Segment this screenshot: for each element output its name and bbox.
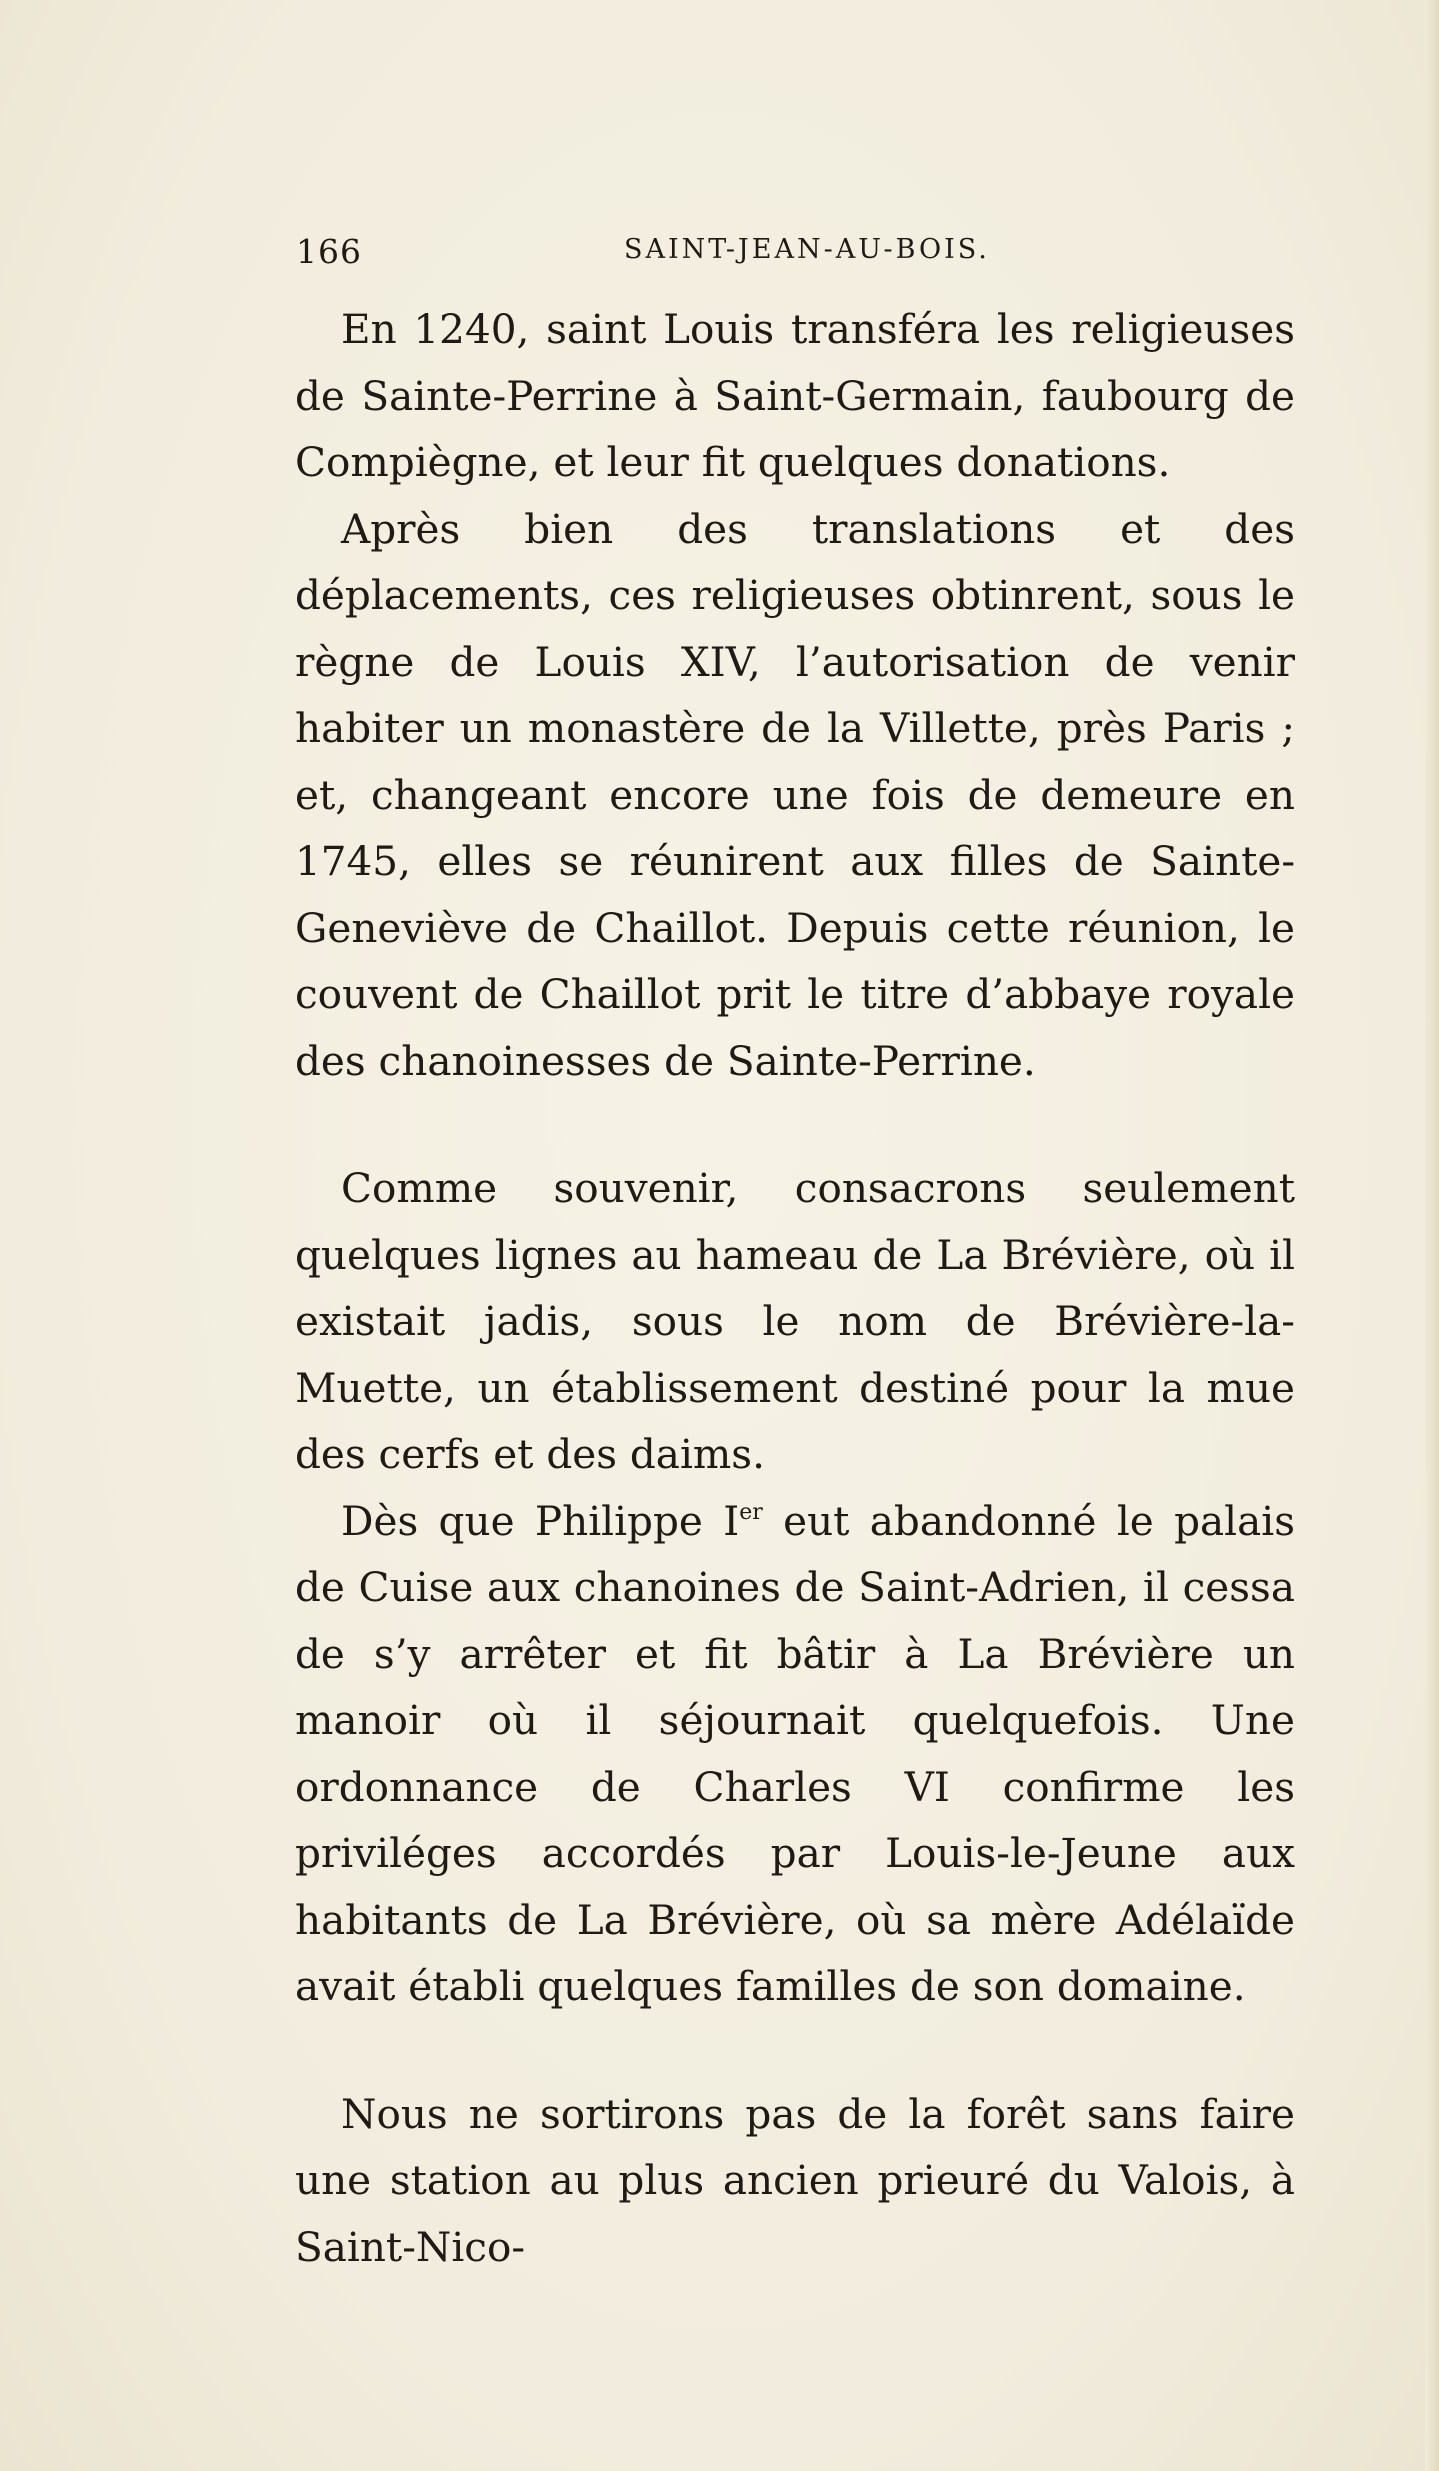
- page-edge: [1425, 0, 1439, 2471]
- paragraph-3: Comme souvenir, consacrons seulement quelques lignes au hameau de La Brévière, où il existait jadis, sous le nom de Brévière-la-Muette, un établissement destiné pour la mue des cerfs et des daims.: [295, 1164, 1295, 1478]
- paragraph-5: Nous ne sortirons pas de la forêt sans faire une station au plus ancien prieuré du Valois, à Saint-Nico-: [295, 2089, 1295, 2271]
- paragraph-4-start: Dès que Philippe I: [341, 1496, 740, 1545]
- paragraph-4: [295, 1488, 1295, 2020]
- page-header: [296, 232, 1286, 282]
- page-number: 166: [296, 232, 362, 271]
- paragraph-1: En 1240, saint Louis transféra les religieuses de Sainte-Perrine à Saint-Germain, faubourg de Compiègne, et leur fit quelques donations.: [295, 305, 1295, 486]
- running-title: SAINT-JEAN-AU-BOIS.: [624, 234, 990, 265]
- body-text: [295, 296, 1295, 2280]
- paragraph-4-rest: eut abandonné le palais de Cuise aux chanoines de Saint-Adrien, il cessa de s’y arrêter et fit bâtir à La Brévière un manoir où il séjournait quelquefois. Une ordonnance de Charles VI confirme les priviléges accordés par Louis-le-Jeune aux habitants de La Brévière, où sa mère Adélaïde avait établi quelques familles de son domaine.: [295, 1496, 1295, 2010]
- superscript-er: er: [739, 1499, 763, 1525]
- paragraph-2: Après bien des translations et des déplacements, ces religieuses obtinrent, sous le règne de Louis XIV, l’autorisation de venir habiter un monastère de la Villette, près Paris ; et, changeant encore une fois de demeure en 1745, elles se réunirent aux filles de Sainte-Geneviève de Chaillot. Depuis cette réunion, le couvent de Chaillot prit le titre d’abbaye royale des chanoinesses de Sainte-Perrine.: [295, 504, 1295, 1085]
